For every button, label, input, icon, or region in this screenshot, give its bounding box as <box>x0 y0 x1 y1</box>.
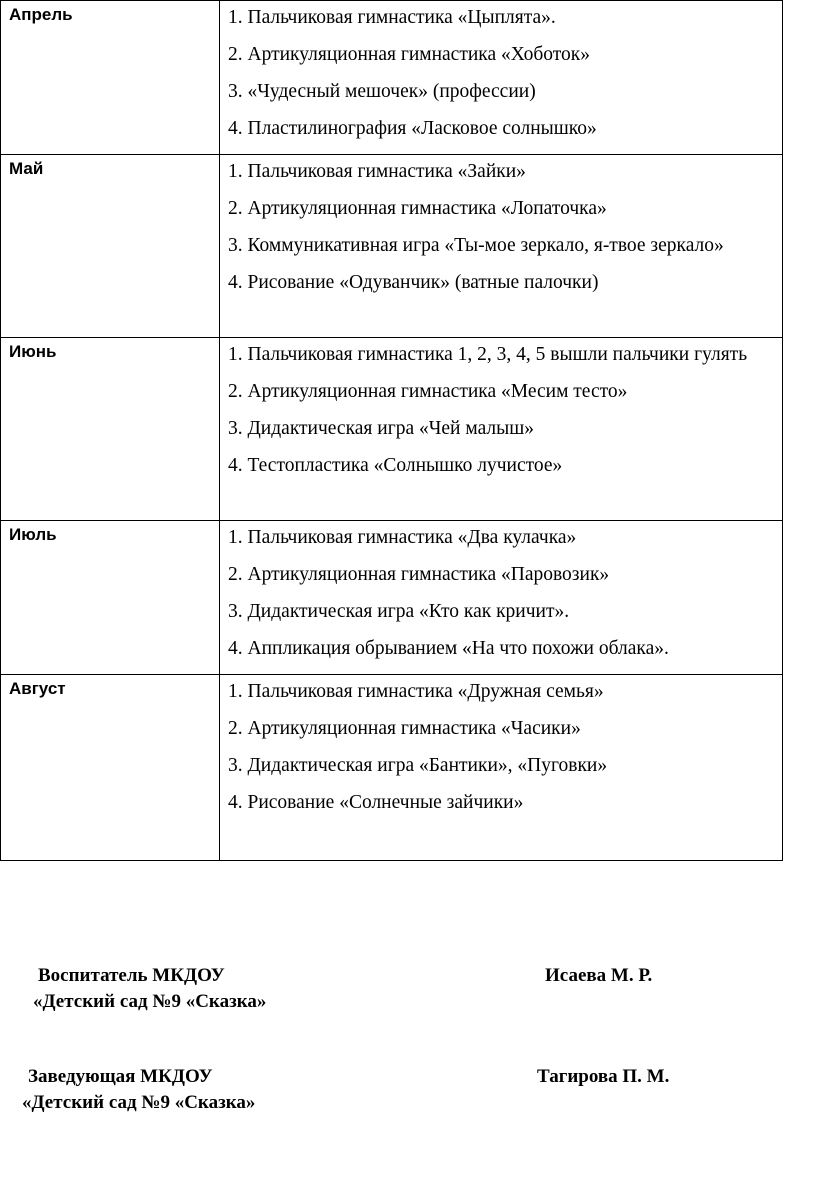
activity-item: 4. Пластилинография «Ласковое солнышко» <box>228 118 597 139</box>
activity-item: 1. Пальчиковая гимнастика 1, 2, 3, 4, 5 вышли пальчики гулять <box>228 344 748 365</box>
activity-item: 2. Артикуляционная гимнастика «Хоботок» <box>228 44 591 65</box>
table-row <box>1 675 783 861</box>
month-cell: Июнь <box>1 338 220 521</box>
activity-item: 1. Пальчиковая гимнастика «Дружная семья» <box>228 681 604 702</box>
activities-cell <box>220 1 783 155</box>
activity-item: 2. Артикуляционная гимнастика «Часики» <box>228 718 581 739</box>
activities-cell <box>220 675 783 861</box>
activity-item: 1. Пальчиковая гимнастика «Зайки» <box>228 161 526 182</box>
activity-item: 4. Рисование «Солнечные зайчики» <box>228 792 524 813</box>
activity-item: 1. Пальчиковая гимнастика «Два кулачка» <box>228 527 577 548</box>
table-row <box>1 1 783 155</box>
head-organization: «Детский сад №9 «Сказка» <box>22 1092 256 1113</box>
activity-item: 4. Аппликация обрыванием «На что похожи облака». <box>228 638 669 659</box>
month-cell: Май <box>1 155 220 338</box>
activity-item: 3. Дидактическая игра «Бантики», «Пуговки» <box>228 755 608 776</box>
activity-item: 4. Тестопластика «Солнышко лучистое» <box>228 455 563 476</box>
educator-title: Воспитатель МКДОУ <box>38 965 225 986</box>
activity-item: 2. Артикуляционная гимнастика «Паровозик» <box>228 564 610 585</box>
month-cell: Апрель <box>1 1 220 155</box>
activity-item: 3. «Чудесный мешочек» (профессии) <box>228 81 536 102</box>
educator-name: Исаева М. Р. <box>545 965 653 986</box>
activity-item: 2. Артикуляционная гимнастика «Месим тесто» <box>228 381 628 402</box>
table-row <box>1 521 783 675</box>
activity-item: 3. Дидактическая игра «Кто как кричит». <box>228 601 570 622</box>
activities-cell <box>220 338 783 521</box>
head-name: Тагирова П. М. <box>537 1066 670 1087</box>
activities-cell <box>220 155 783 338</box>
educator-organization: «Детский сад №9 «Сказка» <box>33 991 267 1012</box>
activity-item: 4. Рисование «Одуванчик» (ватные палочки) <box>228 272 599 293</box>
table-row <box>1 155 783 338</box>
month-cell: Август <box>1 675 220 861</box>
activity-item: 3. Коммуникативная игра «Ты-мое зеркало, я-твое зеркало» <box>228 235 724 256</box>
activity-item: 2. Артикуляционная гимнастика «Лопаточка» <box>228 198 607 219</box>
activity-item: 1. Пальчиковая гимнастика «Цыплята». <box>228 7 556 28</box>
month-cell: Июль <box>1 521 220 675</box>
head-title: Заведующая МКДОУ <box>28 1066 213 1087</box>
activity-item: 3. Дидактическая игра «Чей малыш» <box>228 418 535 439</box>
activities-cell <box>220 521 783 675</box>
table-row <box>1 338 783 521</box>
